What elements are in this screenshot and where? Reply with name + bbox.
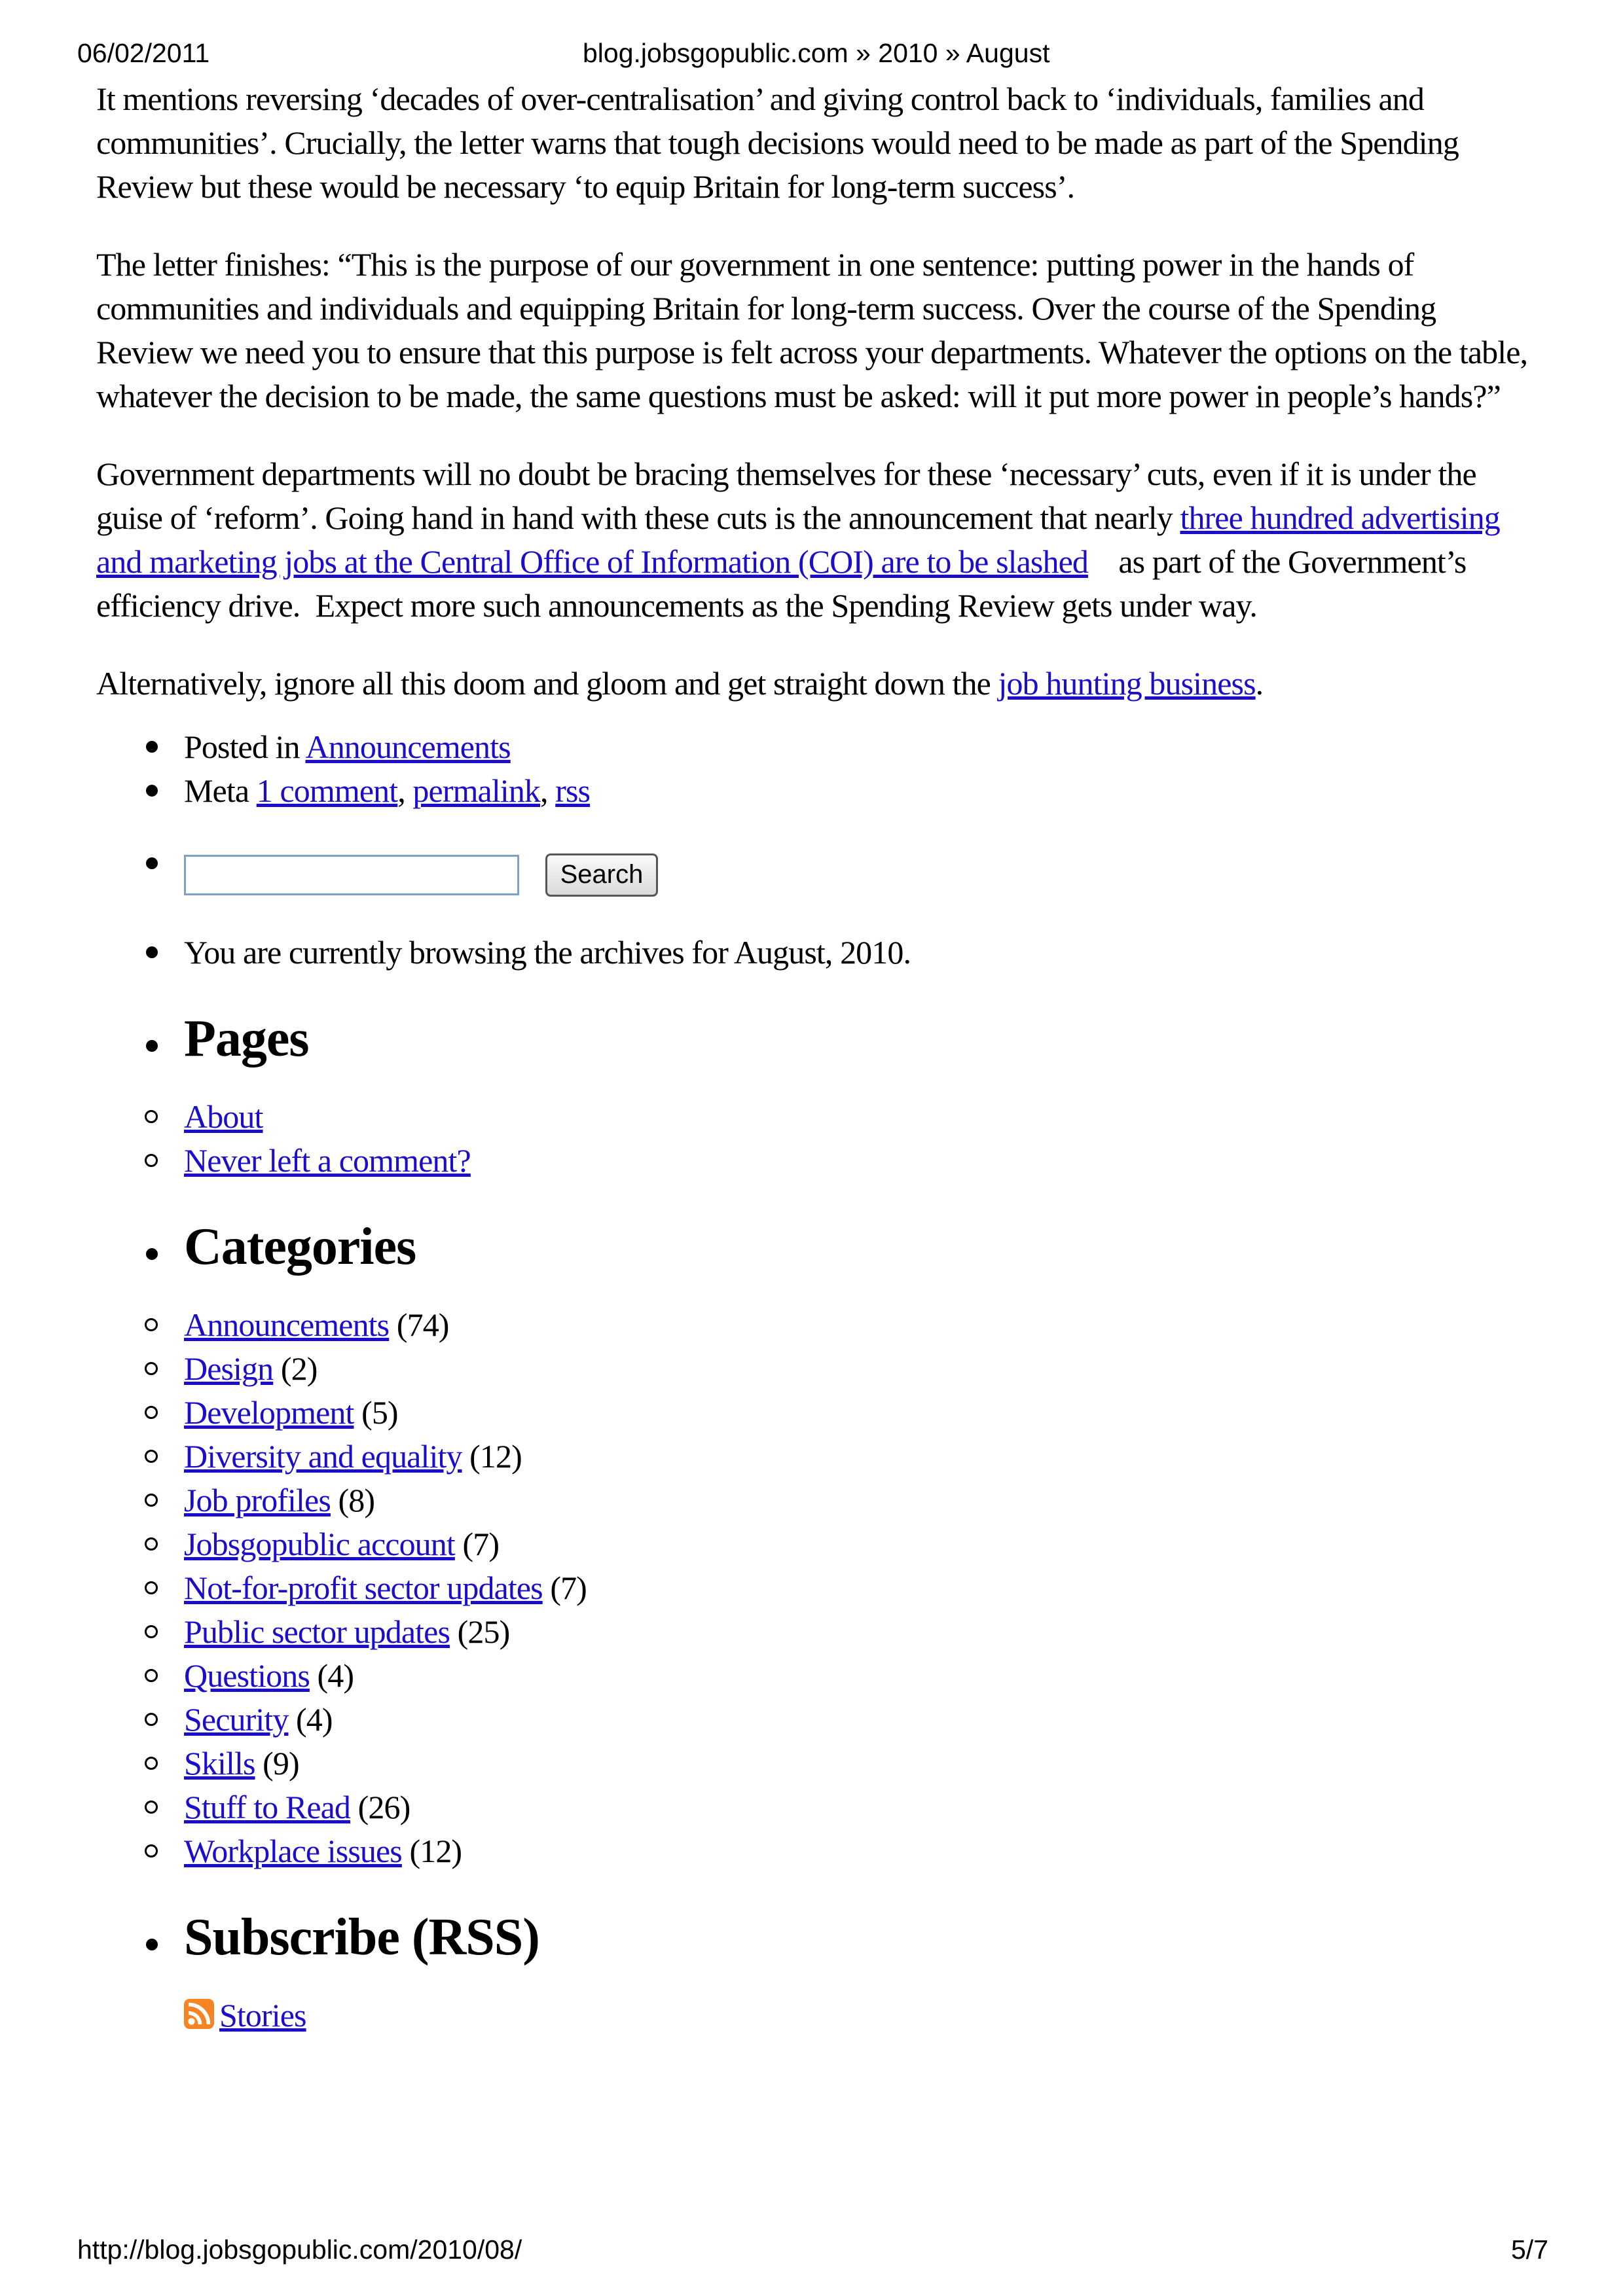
p4-text-after: . (1255, 665, 1264, 702)
category-link[interactable]: Skills (184, 1745, 255, 1782)
permalink-link[interactable]: permalink (412, 772, 541, 809)
category-link[interactable]: Job profiles (184, 1482, 331, 1518)
categories-heading: Categories (184, 1218, 416, 1276)
page-link-about[interactable]: About (184, 1098, 263, 1135)
comments-link[interactable]: 1 comment (256, 772, 398, 809)
category-count: (74) (396, 1306, 449, 1343)
meta-separator: , (397, 772, 413, 809)
page-link-never-left-comment[interactable]: Never left a comment? (184, 1142, 471, 1179)
category-item (184, 1698, 1537, 1742)
job-hunting-link[interactable]: job hunting business (998, 665, 1256, 702)
article-paragraph-3 (96, 452, 1537, 628)
category-item (184, 1303, 1537, 1347)
print-page-title: blog.jobsgopublic.com » 2010 » August (583, 38, 1050, 68)
category-link[interactable]: Questions (184, 1657, 310, 1694)
search-input[interactable] (184, 855, 519, 895)
category-link[interactable]: Jobsgopublic account (184, 1526, 455, 1562)
categories-section (96, 1214, 1537, 1873)
pages-section (96, 1006, 1537, 1183)
print-date: 06/02/2011 (77, 38, 210, 68)
category-item (184, 1566, 1537, 1610)
meta-label: Meta (184, 772, 257, 809)
category-item (184, 1654, 1537, 1698)
category-item (184, 1785, 1537, 1829)
meta-separator: , (540, 772, 556, 809)
article-paragraph-4 (96, 662, 1537, 706)
post-meta-list (96, 725, 1537, 813)
meta-item (96, 769, 1537, 813)
category-link[interactable]: Announcements (184, 1306, 390, 1343)
rss-feed-icon (184, 1999, 214, 2029)
p4-text-before: Alternatively, ignore all this doom and gloom and get straight down the (96, 665, 998, 702)
category-link[interactable]: Diversity and equality (184, 1438, 462, 1475)
category-link[interactable]: Stuff to Read (184, 1789, 351, 1825)
category-count: (2) (280, 1350, 318, 1387)
category-link[interactable]: Design (184, 1350, 274, 1387)
category-count: (5) (361, 1394, 398, 1431)
coi-jobs-link[interactable]: three hundred advertising and marketing jobs at the Central Office of Information (COI) are to be slashed (96, 499, 1500, 580)
category-count: (12) (469, 1438, 522, 1475)
blog-content (96, 77, 1537, 2037)
print-url: http://blog.jobsgopublic.com/2010/08/ (77, 2234, 522, 2265)
pages-heading: Pages (184, 1010, 309, 1067)
article-paragraph-2: The letter finishes: “This is the purpose of our government in one sentence: putting power in the hands of communities and individuals and equipping Britain for long-term success. Over the course of the Spending Review we need you to ensure that this purpose is felt across your departments. Whatever the options on the table, whatever the decision to be made, the same questions must be asked: will it put more power in people’s hands?” (96, 246, 1528, 414)
page-item (184, 1095, 1537, 1139)
category-item (184, 1479, 1537, 1522)
sidebar-list (96, 842, 1537, 2037)
category-item (184, 1435, 1537, 1479)
category-link[interactable]: Not-for-profit sector updates (184, 1570, 543, 1606)
category-link[interactable]: Security (184, 1701, 289, 1738)
subscribe-heading: Subscribe (RSS) (184, 1909, 539, 1966)
posted-in-label: Posted in (184, 728, 306, 765)
page-item (184, 1139, 1537, 1183)
subscribe-section (96, 1905, 1537, 2037)
category-announcements-link[interactable]: Announcements (305, 728, 511, 765)
category-link[interactable]: Workplace issues (184, 1833, 402, 1869)
category-count: (9) (263, 1745, 299, 1782)
category-count: (8) (338, 1482, 375, 1518)
pages-list (184, 1095, 1537, 1183)
category-count: (26) (357, 1789, 410, 1825)
rss-link[interactable]: rss (555, 772, 591, 809)
print-page-number: 5/7 (1511, 2234, 1548, 2265)
search-button[interactable]: Search (545, 853, 659, 897)
category-link[interactable]: Public sector updates (184, 1613, 450, 1650)
archive-note: You are currently browsing the archives for August, 2010. (184, 934, 911, 971)
category-item (184, 1522, 1537, 1566)
category-item (184, 1610, 1537, 1654)
category-count: (4) (317, 1657, 354, 1694)
p3-text-after: as part of the Government’s efficiency drive. Expect more such announcements as the Spending Review gets under way. (96, 543, 1474, 624)
category-count: (4) (296, 1701, 333, 1738)
archive-note-item (96, 931, 1537, 975)
category-count: (7) (550, 1570, 587, 1606)
category-link[interactable]: Development (184, 1394, 354, 1431)
category-item (184, 1347, 1537, 1391)
categories-list (184, 1303, 1537, 1873)
category-count: (25) (457, 1613, 510, 1650)
article-paragraph-1: It mentions reversing ‘decades of over-centralisation’ and giving control back to ‘individuals, families and communities’. Crucially, the letter warns that tough decisions would need to be made as part of the Spending Review but these would be necessary ‘to equip Britain for long-term success’. (96, 81, 1459, 205)
category-item (184, 1742, 1537, 1785)
category-count: (12) (409, 1833, 462, 1869)
posted-in-item (96, 725, 1537, 769)
p3-text-before: Government departments will no doubt be bracing themselves for these ‘necessary’ cuts, even if it is under the guise of ‘reform’. Going hand in hand with these cuts is the announcement that nearly (96, 456, 1476, 536)
subscribe-stories (184, 1994, 1537, 2037)
category-item (184, 1829, 1537, 1873)
category-item (184, 1391, 1537, 1435)
stories-feed-link[interactable]: Stories (219, 1997, 306, 2034)
category-count: (7) (462, 1526, 500, 1562)
search-item (96, 842, 1537, 901)
